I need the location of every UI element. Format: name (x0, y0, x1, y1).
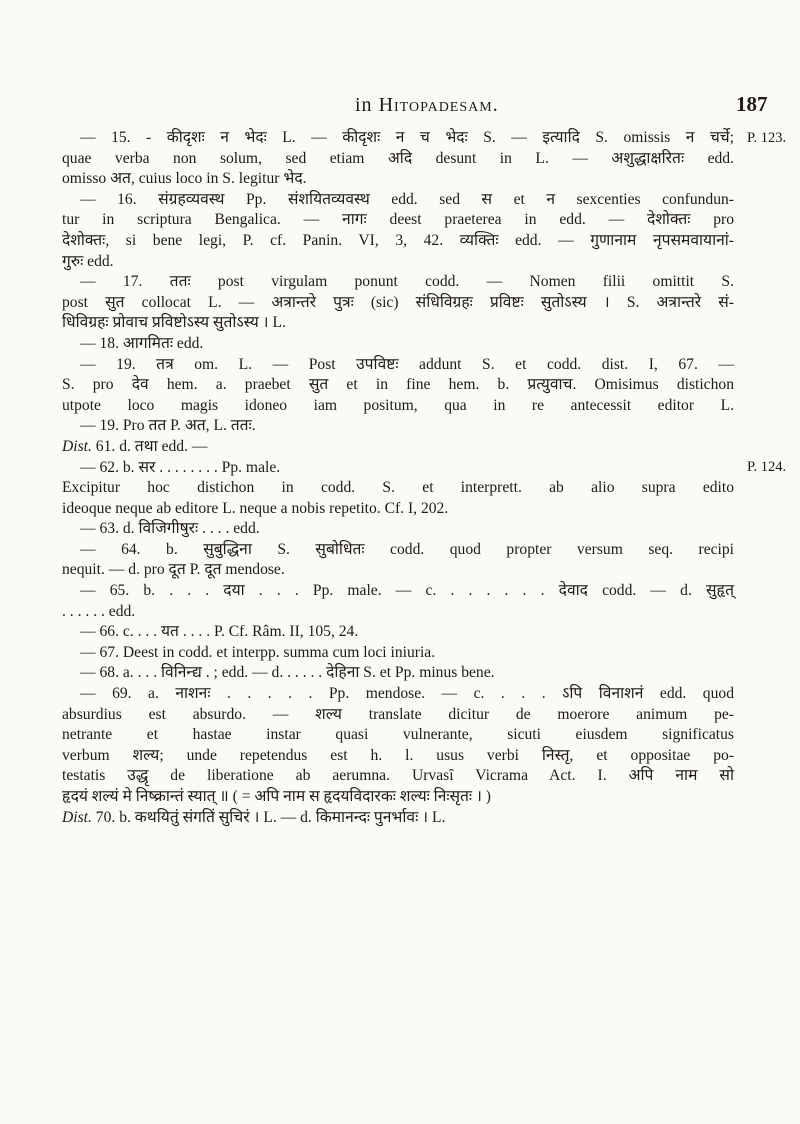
text-line: verbum शल्य; unde repetendus est h. l. usus verbi निस्तृ, et oppositae po- (62, 746, 734, 764)
text-line: ideoque neque ab editore L. neque a nobis repetito. Cf. I, 202. (62, 499, 449, 517)
text-line: testatis उद्धृ de liberatione ab aerumna. Urvasî Vicrama Act. I. अपि नाम सो (62, 767, 734, 785)
dist-label: Dist. (62, 437, 92, 455)
text-line: . . . . . . edd. (62, 602, 136, 620)
text-line (62, 437, 734, 458)
text-line: absurdius est absurdo. — शल्य translate dicitur de moerore animum pe- (62, 705, 734, 723)
text-line: — 18. आगमितः edd. (80, 334, 204, 352)
text-line-content: 61. d. तथा edd. — (91, 437, 208, 455)
text-line: — 19. तत्र om. L. — Post उपविष्टः addunt S. et codd. dist. I, 67. — (80, 355, 734, 373)
dist-label: Dist. (62, 808, 92, 826)
text-line: — 17. ततः post virgulam ponunt codd. — Nomen filii omittit S. (80, 273, 734, 291)
text-line: धिविग्रहः प्रोवाच प्रविष्टोऽस्य सुतोऽस्य । L. (62, 314, 286, 332)
text-line: omisso अत, cuius loco in S. legitur भेद. (62, 170, 307, 188)
margin-note-p123: P. 123. (747, 130, 787, 146)
page-number: 187 (736, 92, 768, 116)
text-line: — 16. संग्रहव्यवस्थ Pp. संशयितव्यवस्थ edd. sed स et न sexcenties confundun- (80, 190, 734, 208)
text-line (62, 808, 734, 829)
text-line: Excipitur hoc distichon in codd. S. et interprett. ab alio supra edito (62, 479, 734, 497)
apparatus-text (62, 128, 734, 828)
running-title-prefix: in (355, 94, 379, 116)
text-line: nequit. — d. pro दूत P. दूत mendose. (62, 561, 285, 579)
text-line: — 66. c. . . . यत . . . . P. Cf. Râm. II, 105, 24. (80, 623, 359, 641)
text-line: tur in scriptura Bengalica. — नागः deest praeterea in edd. — देशोक्तः pro (62, 211, 734, 229)
text-line: — 65. b. . . . दया . . . Pp. male. — c. . . . . . . देवाद codd. — d. सुहृत् (80, 582, 734, 600)
text-line: — 67. Deest in codd. et interpp. summa cum loci iniuria. (80, 643, 436, 661)
text-line: utpote loco magis idoneo iam positum, qua in re antecessit editor L. (62, 396, 734, 414)
text-line: — 68. a. . . . विनिन्द्य . ; edd. — d. . . . . . देहिना S. et Pp. minus bene. (80, 664, 495, 682)
text-line: — 62. b. सर . . . . . . . . Pp. male. (80, 458, 281, 476)
running-title (355, 94, 499, 117)
running-title-name: Hitopadesam. (378, 94, 499, 116)
text-line: देशोक्तः, si bene legi, P. cf. Panin. VI, 3, 42. व्यक्तिः edd. — गुणानाम नृपसमवायानां- (62, 231, 734, 249)
text-line: netrante et hastae instar quasi vulnerante, sicuti eiusdem significatus (62, 726, 734, 744)
text-line-content: 70. b. कथयितुं संगतिं सुचिरं । L. — d. किमानन्दः पुनर्भावः । L. (91, 808, 446, 826)
page-header (0, 90, 800, 120)
margin-note-p124: P. 124. (747, 459, 787, 475)
text-line: गुरुः edd. (62, 252, 114, 270)
text-line: — 63. d. विजिगीषुरः . . . . edd. (80, 520, 260, 538)
text-line: — 69. a. नाशनः . . . . . Pp. mendose. — c. . . . ऽपि विनाशनं edd. quod (80, 685, 734, 703)
text-line: post सुत collocat L. — अत्रान्तरे पुत्रः (sic) संधिविग्रहः प्रविष्टः सुतोऽस्य । S. अत्रान्तरे सं- (62, 293, 734, 311)
text-line: हृदयं शल्यं मे निष्क्रान्तं स्यात् ॥ ( = अपि नाम स हृदयविदारकः शल्यः निःसृतः । ) (62, 788, 491, 805)
text-line: — 15. - कीदृशः न भेदः L. — कीदृशः न च भेदः S. — इत्यादि S. omissis न चर्चे; (80, 129, 734, 146)
text-line: — 64. b. सुबुद्धिना S. सुबोधितः codd. quod propter versum seq. recipi (80, 540, 734, 558)
text-line: — 19. Pro तत P. अत, L. ततः. (80, 417, 256, 435)
text-line: quae verba non solum, sed etiam अदि desunt in L. — अशुद्धाक्षरितः edd. (62, 149, 734, 167)
text-line: S. pro देव hem. a. praebet सुत et in fine hem. b. प्रत्युवाच. Omisimus distichon (62, 376, 734, 394)
